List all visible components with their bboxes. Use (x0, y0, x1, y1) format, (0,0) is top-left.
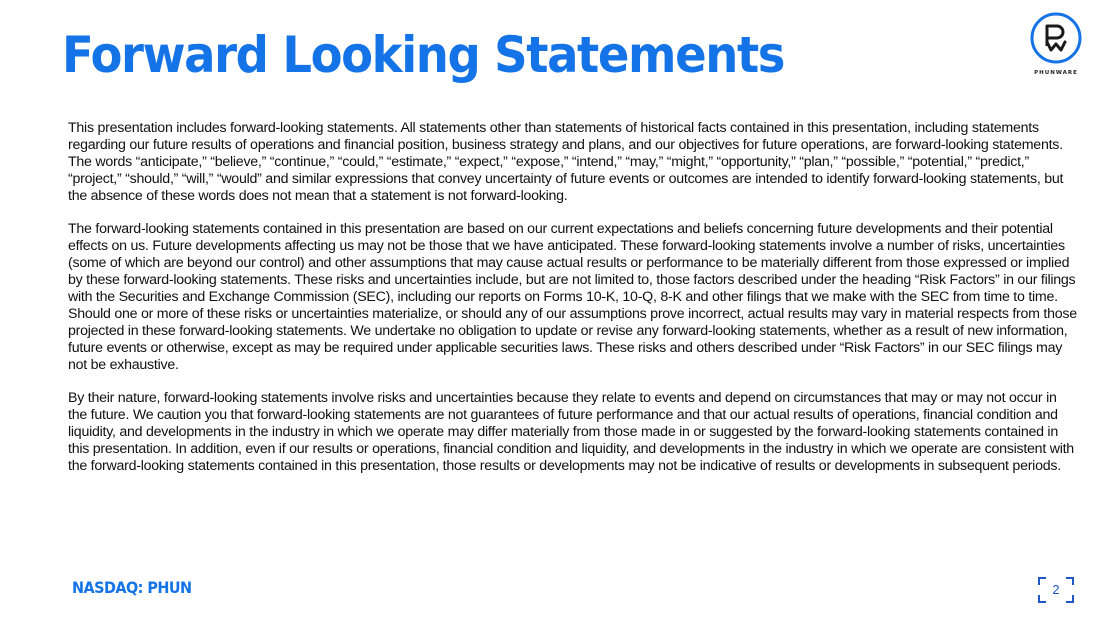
paragraph: By their nature, forward-looking statements involve risks and uncertainties because they relate to events and depend on circumstances that may or may not occur in the future. We caution you that forward-looking statements are not guarantees of future performance and that our actual results of operations, financial condition and liquidity, and developments in the industry in which we operate may differ materially from those made in or suggested by the forward-looking statements contained in this presentation. In addition, even if our results or operations, financial condition and liquidity, and developments in the industry in which we operate are consistent with the forward-looking statements contained in this presentation, those results or developments may not be indicative of results or developments in subsequent periods. (68, 390, 1074, 475)
phunware-logo (1028, 10, 1084, 80)
footer-ticker: NASDAQ: PHUN (72, 578, 192, 597)
logo-wordmark: PHUNWARE (1034, 70, 1078, 76)
paragraph: The forward-looking statements contained in this presentation are based on our current expectations and beliefs concerning future developments and their potential effects on us. Future developments affecting us may not be those that we have anticipated. These forward-looking statements involve a number of risks, uncertainties (some of which are beyond our control) and other assumptions that may cause actual results or performance to be materially different from those expressed or implied by these forward-looking statements. These risks and uncertainties include, but are not limited to, those factors described under the heading “Risk Factors” in our filings with the Securities and Exchange Commission (SEC), including our reports on Forms 10-K, 10-Q, 8-K and other filings that we make with the SEC from time to time. Should one or more of these risks or uncertainties materialize, or should any of our assumptions prove incorrect, actual results may vary in material respects from those projected in these forward-looking statements. We undertake no obligation to update or revise any forward-looking statements, whether as a result of new information, future events or otherwise, except as may be required under applicable securities laws. These risks and others described under “Risk Factors” in our SEC filings may not be exhaustive. (68, 221, 1077, 373)
slide-title: Forward Looking Statements (62, 26, 785, 84)
page-number: 2 (1052, 582, 1060, 597)
page-number-badge (1038, 577, 1074, 603)
phunware-logo-icon (1028, 10, 1084, 68)
body-text (68, 120, 1078, 492)
paragraph: This presentation includes forward-looking statements. All statements other than statements of historical facts contained in this presentation, including statements regarding our future results of operations and financial position, business strategy and plans, and our objectives for future operations, are forward-looking statements. The words “anticipate,” “believe,” “continue,” “could,” “estimate,” “expect,” “expose,” “intend,” “may,” “might,” “opportunity,” “plan,” “possible,” “potential,” “predict,” “project,” “should,” “will,” “would” and similar expressions that convey uncertainty of future events or outcomes are intended to identify forward-looking statements, but the absence of these words does not mean that a statement is not forward-looking. (68, 120, 1064, 204)
